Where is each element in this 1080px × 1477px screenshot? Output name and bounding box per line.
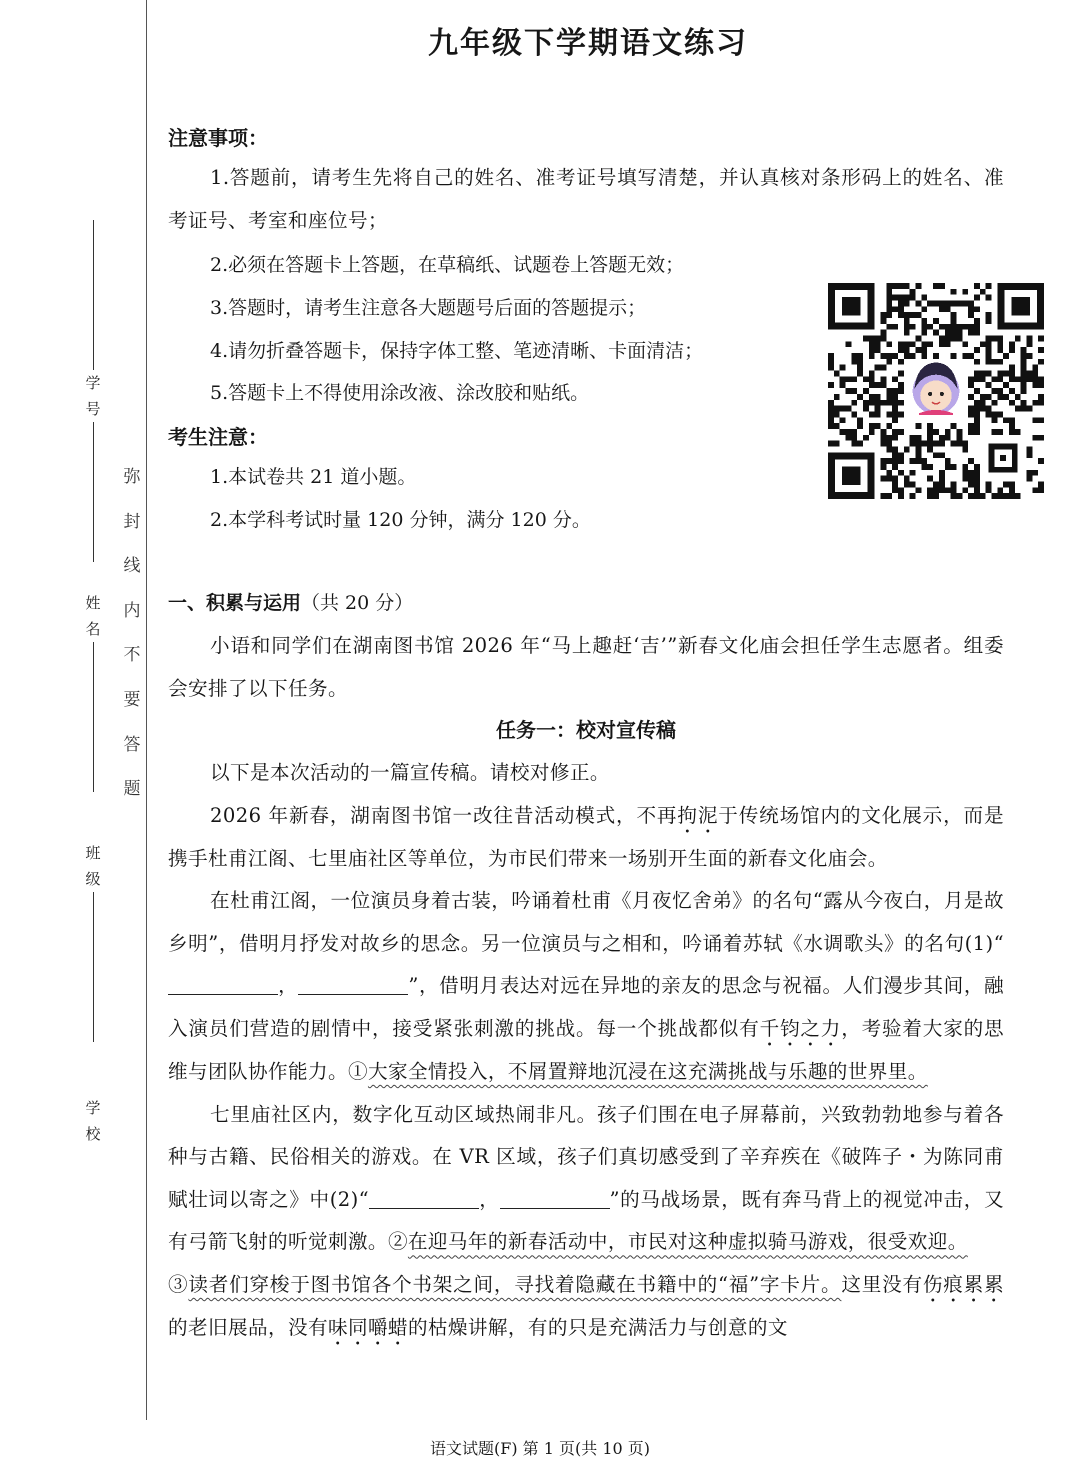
notice-item-3: 3.答题时，请考生注意各大题题号后面的答题提示；: [210, 297, 647, 319]
candidate-item-1: 1.本试卷共 21 道小题。: [210, 466, 417, 488]
binding-warning: 弥封线内不要答题: [123, 467, 141, 800]
class-line: [93, 892, 94, 1042]
sentence-marker-2: ②: [387, 1230, 408, 1254]
task1-title: 任务一：校对宣传稿: [496, 718, 676, 742]
passage-paragraph-2: 在杜甫江阁，一位演员身着古装，吟诵着杜甫《月夜忆舍弟》的名句“露从今夜白，月是故乡明”，借明月抒发对故乡的思念。另一位演员与之相和，吟诵着苏轼《水调歌头》的名句(1)“， ”，借明月表达对远在异地的亲友的思念与祝福。人们漫步其间，融入演员们营造的剧情中，接受紧张刺激的挑战。每一个挑战都似有千钧之力，考验着大家的思维与团队协作能力。①大家全情投入，不屑置辩地沉浸在这充满挑战与乐趣的世界里。: [168, 889, 1004, 1083]
fill-blank-1a[interactable]: [168, 975, 278, 996]
name-line: [93, 642, 94, 792]
fill-blank-2b[interactable]: [500, 1188, 610, 1209]
notice-item-1: 1.答题前，请考生先将自己的姓名、准考证号填写清楚，并认真核对条形码上的姓名、准考证号、考室和座位号；: [168, 166, 1004, 232]
school-field: [78, 1095, 108, 1147]
student-id-label: 学号: [85, 374, 101, 418]
passage: [168, 752, 1004, 1350]
section-title: 一、积累与运用: [168, 592, 302, 614]
wavy-sentence-2: 在迎马年的新春活动中，市民对这种虚拟骑马游戏，很受欢迎。: [407, 1230, 968, 1254]
emphasized-word: 伤痕累累: [922, 1272, 1004, 1296]
notice-item-2: 2.必须在答题卡上答题，在草稿纸、试题卷上答题无效；: [210, 254, 685, 276]
sentence-marker-3: ③: [168, 1272, 189, 1296]
section-score: （共 20 分）: [301, 592, 414, 614]
wavy-sentence-3: 读者们穿梭于图书馆各个书架之间，寻找着隐藏在书籍中的“福”字卡片。: [188, 1272, 842, 1296]
student-id-line: [93, 220, 94, 370]
name-label: 姓名: [85, 594, 101, 638]
page-title: 九年级下学期语文练习: [428, 26, 748, 61]
qr-code-image[interactable]: [828, 283, 1044, 499]
passage-paragraph-4: ③读者们穿梭于图书馆各个书架之间，寻找着隐藏在书籍中的“福”字卡片。这里没有伤痕累累的老旧展品，没有味同嚼蜡的枯燥讲解，有的只是充满活力与创意的文: [168, 1272, 1004, 1339]
school-label: 学校: [85, 1099, 101, 1143]
fill-blank-1b[interactable]: [298, 975, 408, 996]
fill-blank-2a[interactable]: [369, 1188, 479, 1209]
name-field: [78, 590, 108, 792]
emphasized-word: 拘泥: [677, 803, 719, 827]
candidate-heading: 考生注意：: [168, 425, 268, 449]
section-intro: 小语和同学们在湖南图书馆 2026 年“马上趣赶‘吉’”新春文化庙会担任学生志愿者。组委会安排了以下任务。: [168, 634, 1004, 700]
candidate-item-2: 2.本学科考试时量 120 分钟，满分 120 分。: [210, 509, 591, 531]
page-footer: 语文试题(F) 第 1 页(共 10 页): [429, 1439, 651, 1458]
student-id-field: [78, 220, 108, 562]
emphasized-word: 味同嚼蜡: [327, 1315, 408, 1339]
emphasized-word: 千钧之力: [759, 1016, 842, 1040]
class-label: 班级: [85, 844, 101, 888]
notice-item-5: 5.答题卡上不得使用涂改液、涂改胶和贴纸。: [210, 382, 590, 404]
binding-line: [146, 0, 147, 1420]
notice-heading: 注意事项：: [168, 126, 268, 150]
passage-paragraph-1: 2026 年新春，湖南图书馆一改往昔活动模式，不再拘泥于传统场馆内的文化展示，而是携手杜甫江阁、七里庙社区等单位，为市民们带来一场别开生面的新春文化庙会。: [168, 803, 1004, 870]
task1-intro: 以下是本次活动的一篇宣传稿。请校对修正。: [210, 761, 610, 784]
passage-paragraph-3: 七里庙社区内，数字化互动区域热闹非凡。孩子们围在电子屏幕前，兴致勃勃地参与着各种与古籍、民俗相关的游戏。在 VR 区域，孩子们真切感受到了辛弃疾在《破阵子・为陈同甫赋壮词以寄之》中(2)“ ， ”的马战场景，既有奔马背上的视觉冲击，又有弓箭飞射的听觉刺激。②在迎马年的新春活动中，市民对这种虚拟骑马游戏，很受欢迎。: [168, 1102, 1004, 1254]
notice-item-4: 4.请勿折叠答题卡，保持字体工整、笔迹清晰、卡面清洁；: [210, 340, 704, 362]
section-heading: [168, 588, 413, 615]
wavy-sentence-1: 大家全情投入，不屑置辩地沉浸在这充满挑战与乐趣的世界里。: [367, 1059, 928, 1083]
sentence-marker-1: ①: [347, 1059, 368, 1083]
class-field: [78, 840, 108, 1042]
